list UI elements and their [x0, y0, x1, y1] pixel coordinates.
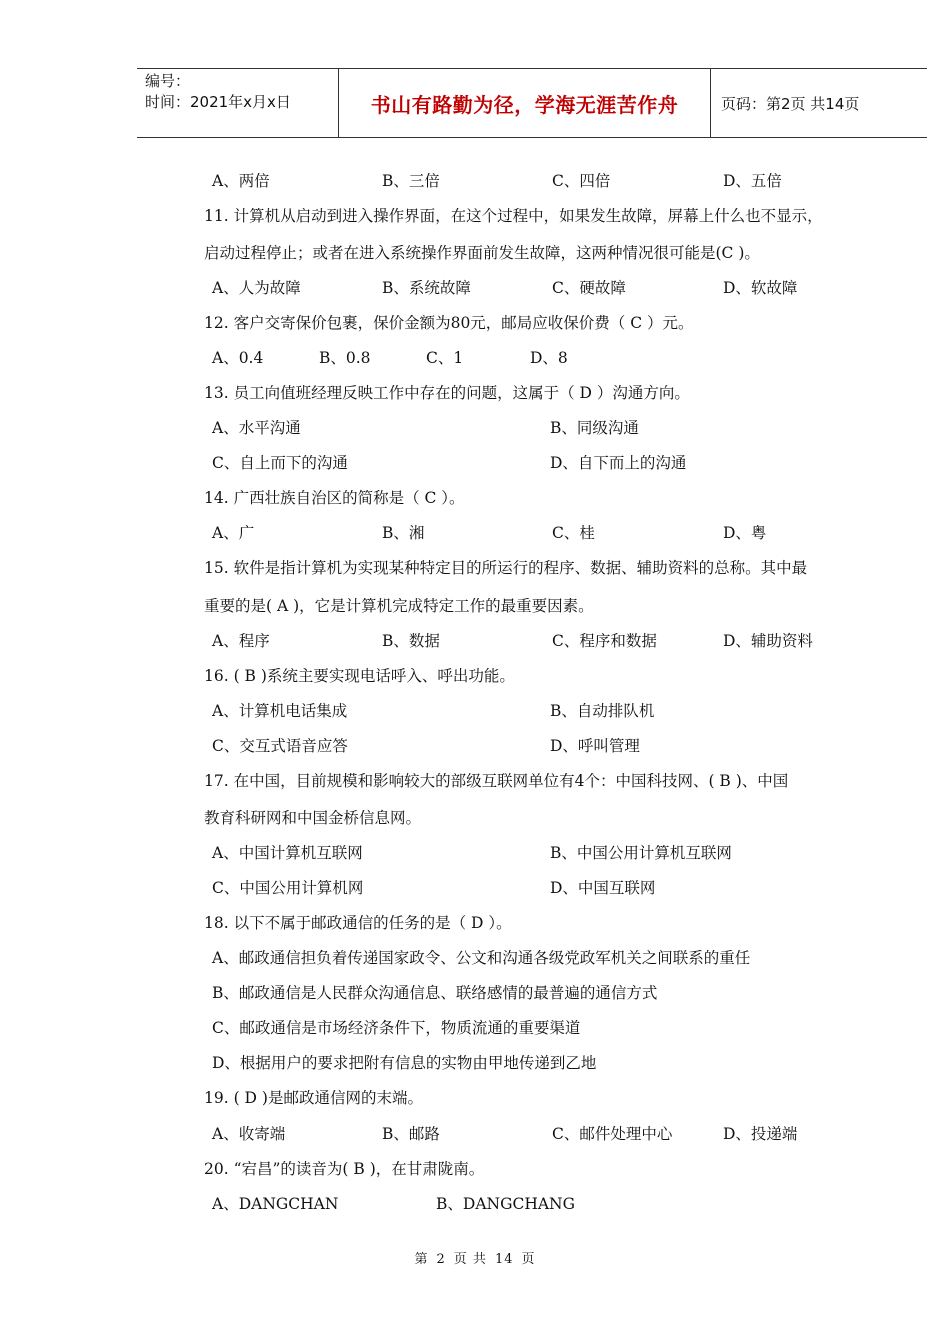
option-c: C、自上而下的沟通 — [212, 454, 348, 472]
option-c: C、硬故障 — [552, 279, 626, 297]
time-label: 时间：2021年x月x日 — [145, 93, 291, 111]
option-b: B、中国公用计算机互联网 — [550, 844, 732, 862]
question-17-line-2: 教育科研网和中国金桥信息网。 — [204, 809, 422, 827]
footer-page-number: 2 — [436, 1252, 446, 1267]
option-d: D、软故障 — [723, 279, 798, 297]
option-b: B、邮路 — [382, 1125, 440, 1143]
option-b: B、数据 — [382, 632, 440, 650]
option-a: A、程序 — [212, 632, 270, 650]
question-16: 16. ( B )系统主要实现电话呼入、呼出功能。 — [204, 667, 515, 685]
option-d: D、五倍 — [723, 172, 782, 190]
question-19: 19. ( D )是邮政通信网的末端。 — [204, 1089, 423, 1107]
question-20: 20. “宕昌”的读音为( B )，在甘肃陇南。 — [204, 1160, 485, 1178]
header-page-info: 页码：第2页 共14页 — [721, 94, 860, 113]
question-17-line-1: 17. 在中国，目前规模和影响较大的部级互联网单位有4个：中国科技网、( B )、中国 — [204, 772, 789, 790]
option-a: A、0.4 — [212, 349, 264, 367]
option-c: C、程序和数据 — [552, 632, 657, 650]
question-13: 13. 员工向值班经理反映工作中存在的问题，这属于（ D ）沟通方向。 — [204, 384, 690, 402]
option-b: B、自动排队机 — [550, 702, 655, 720]
footer-page-prefix: 第 — [414, 1252, 429, 1267]
question-11-line-1: 11. 计算机从启动到进入操作界面，在这个过程中，如果发生故障，屏幕上什么也不显示， — [204, 207, 823, 225]
option-b: B、系统故障 — [382, 279, 471, 297]
option-c: C、桂 — [552, 524, 595, 542]
option-b: B、DANGCHANG — [436, 1195, 575, 1213]
option-a: A、计算机电话集成 — [212, 702, 348, 720]
footer-page-mid: 页 共 — [453, 1252, 487, 1267]
footer-page-total: 14 — [494, 1252, 514, 1267]
question-12: 12. 客户交寄保价包裹，保价金额为80元，邮局应收保价费（ C ）元。 — [204, 314, 694, 332]
footer-page-suffix: 页 — [521, 1252, 536, 1267]
option-d: D、自下而上的沟通 — [550, 454, 687, 472]
option-a: A、广 — [212, 524, 255, 542]
option-c: C、中国公用计算机网 — [212, 879, 364, 897]
question-18: 18. 以下不属于邮政通信的任务的是（ D ）。 — [204, 914, 512, 932]
option-c: C、邮件处理中心 — [552, 1125, 673, 1143]
option-a: A、邮政通信担负着传递国家政令、公文和沟通各级党政军机关之间联系的重任 — [212, 949, 751, 967]
option-b: B、邮政通信是人民群众沟通信息、联络感情的最普遍的通信方式 — [212, 984, 658, 1002]
question-15-line-1: 15. 软件是指计算机为实现某种特定目的所运行的程序、数据、辅助资料的总称。其中最 — [204, 559, 808, 577]
header-slogan: 书山有路勤为径，学海无涯苦作舟 — [339, 69, 711, 137]
option-a: A、中国计算机互联网 — [212, 844, 363, 862]
option-c: C、邮政通信是市场经济条件下，物质流通的重要渠道 — [212, 1019, 581, 1037]
doc-number-label: 编号： — [145, 72, 191, 90]
page-footer — [0, 1248, 950, 1267]
option-d: D、根据用户的要求把附有信息的实物由甲地传递到乙地 — [212, 1054, 597, 1072]
option-b: B、三倍 — [382, 172, 440, 190]
question-15-line-2: 重要的是( A )，它是计算机完成特定工作的最重要因素。 — [204, 597, 594, 615]
option-d: D、呼叫管理 — [550, 737, 640, 755]
question-11-line-2: 启动过程停止；或者在进入系统操作界面前发生故障，这两种情况很可能是(C )。 — [204, 244, 760, 262]
option-a: A、水平沟通 — [212, 419, 301, 437]
option-a: A、两倍 — [212, 172, 270, 190]
option-a: A、DANGCHAN — [212, 1195, 339, 1213]
option-c: C、1 — [426, 349, 464, 367]
option-d: D、中国互联网 — [550, 879, 656, 897]
option-b: B、同级沟通 — [550, 419, 639, 437]
option-b: B、湘 — [382, 524, 425, 542]
option-d: D、粤 — [723, 524, 767, 542]
option-d: D、投递端 — [723, 1125, 798, 1143]
option-c: C、四倍 — [552, 172, 611, 190]
option-d: D、8 — [530, 349, 568, 367]
option-c: C、交互式语音应答 — [212, 737, 348, 755]
option-a: A、收寄端 — [212, 1125, 286, 1143]
option-a: A、人为故障 — [212, 279, 301, 297]
option-d: D、辅助资料 — [723, 632, 813, 650]
question-14: 14. 广西壮族自治区的简称是（ C ）。 — [204, 489, 465, 507]
option-b: B、0.8 — [319, 349, 371, 367]
